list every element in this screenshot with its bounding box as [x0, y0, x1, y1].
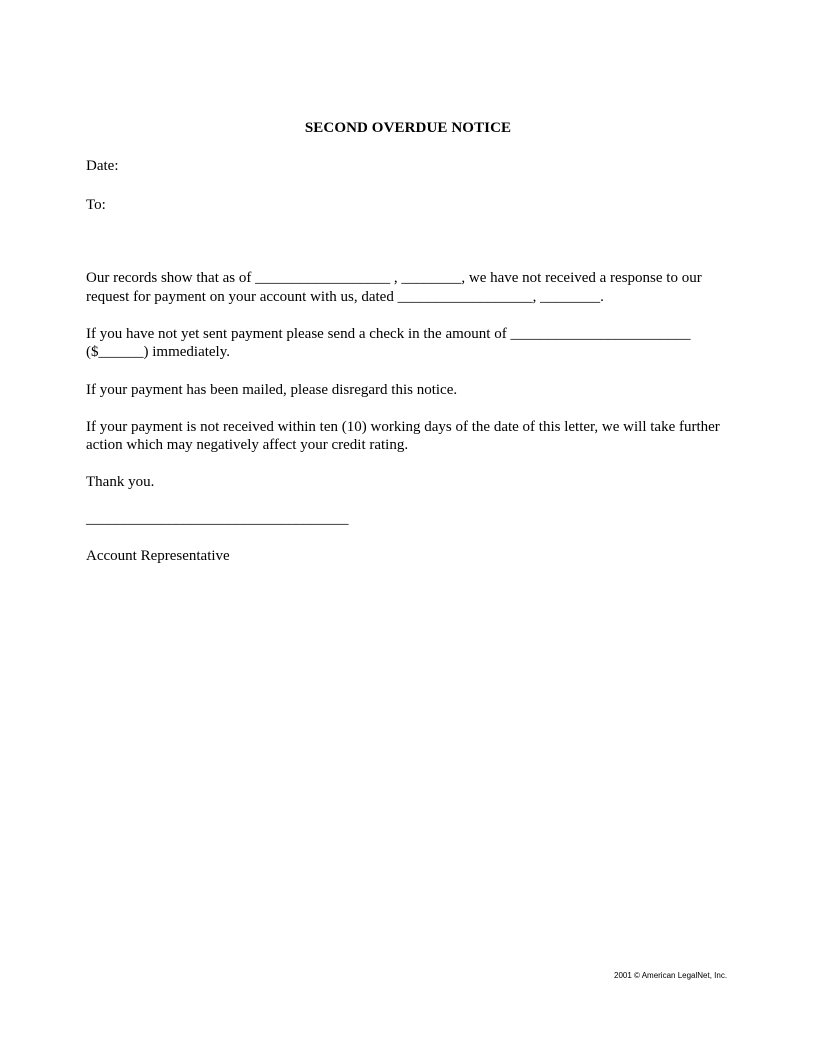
document-title: SECOND OVERDUE NOTICE	[304, 120, 512, 136]
signer-title: Account Representative	[86, 548, 230, 564]
paragraph-records-line-2: request for payment on your account with us, dated __________________, ________.	[86, 289, 604, 305]
date-label: Date:	[86, 158, 119, 174]
copyright-footer: 2001 © American LegalNet, Inc.	[614, 971, 728, 980]
paragraph-payment-line-2: ($______) immediately.	[86, 344, 230, 360]
paragraph-mailed: If your payment has been mailed, please disregard this notice.	[86, 382, 458, 398]
paragraph-warning-line-2: action which may negatively affect your credit rating.	[86, 437, 409, 453]
closing-thank-you: Thank you.	[86, 474, 155, 490]
paragraph-records-line-1: Our records show that as of __________________ , ________, we have not received a response to our	[86, 270, 702, 286]
signature-line: ___________________________________	[86, 511, 349, 527]
paragraph-warning-line-1: If your payment is not received within ten (10) working days of the date of this letter, we will take further	[86, 419, 720, 435]
to-label: To:	[86, 197, 106, 213]
paragraph-payment-line-1: If you have not yet sent payment please send a check in the amount of ________________________	[86, 326, 691, 342]
